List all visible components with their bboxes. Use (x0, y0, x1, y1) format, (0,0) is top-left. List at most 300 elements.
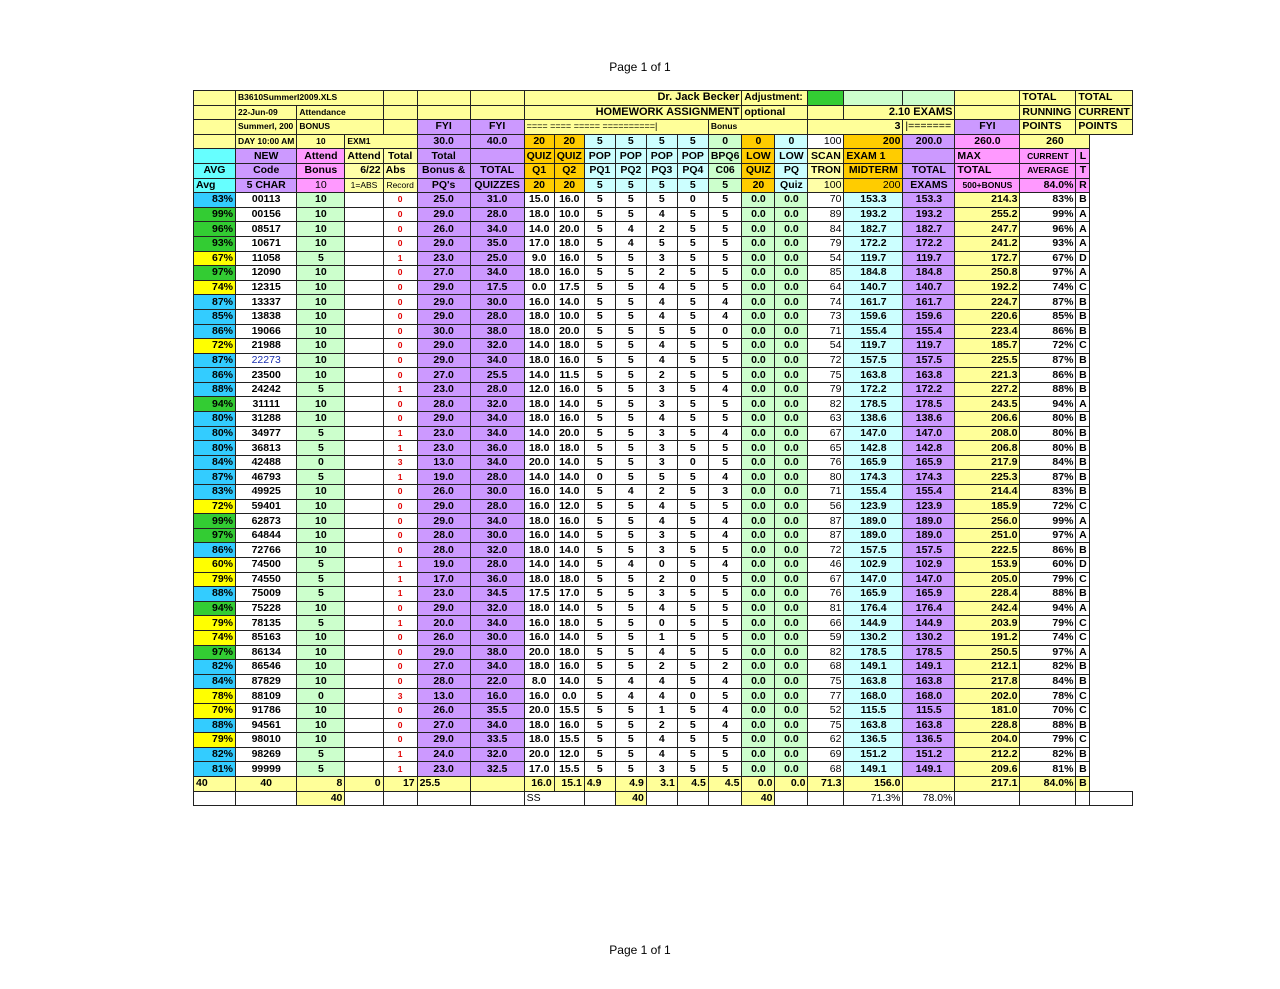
student-row (194, 368, 1133, 383)
cell: QUIZZES (470, 178, 524, 193)
cell: 5 (584, 251, 615, 266)
cell: 5 (677, 324, 708, 339)
cell: 16.0 (524, 689, 554, 704)
cell: 79% (1020, 616, 1076, 631)
letter-grade: A (1076, 514, 1090, 529)
cell: 153.3 (903, 193, 955, 208)
cell: 221.3 (955, 368, 1020, 383)
cell (383, 91, 417, 106)
avg-cell: 87% (194, 295, 236, 310)
cell: 0.0 (742, 645, 775, 660)
cell: 205.0 (955, 572, 1020, 587)
cell: 4 (646, 747, 677, 762)
cell: 14.0 (554, 630, 584, 645)
cell: 500+BONUS (955, 178, 1020, 193)
avg-cell: 74% (194, 630, 236, 645)
cell (345, 689, 383, 704)
cell: 202.0 (955, 689, 1020, 704)
avg-cell: 80% (194, 412, 236, 427)
cell: 15.5 (554, 762, 584, 777)
cell: Record (383, 178, 417, 193)
cell: Attend (297, 149, 345, 164)
cell (345, 499, 383, 514)
cell: 5 (708, 193, 742, 208)
cell: 176.4 (844, 601, 903, 616)
cell: 5 (677, 499, 708, 514)
cell: 0.0 (775, 528, 808, 543)
cell: 5 (584, 207, 615, 222)
cell: 34.0 (470, 412, 524, 427)
cell: 0.0 (554, 689, 584, 704)
cell: 32.0 (470, 543, 524, 558)
cell: 4 (646, 207, 677, 222)
cell: 23.0 (417, 251, 470, 266)
cell (345, 455, 383, 470)
cell: 123.9 (903, 499, 955, 514)
letter-grade: B (1076, 426, 1090, 441)
cell: 200 (844, 178, 903, 193)
cell: 28.0 (417, 543, 470, 558)
cell: 17.0 (524, 236, 554, 251)
attendance-word: Attendance (297, 105, 383, 120)
cell (345, 266, 383, 281)
summary-row-1 (194, 776, 1133, 791)
cell: 27.0 (417, 368, 470, 383)
letter-grade: D (1076, 558, 1090, 573)
cell: 82 (808, 397, 844, 412)
cell: 30.0 (470, 295, 524, 310)
cell: 28.0 (417, 397, 470, 412)
cell: 0 (383, 280, 417, 295)
letter-grade: B (1076, 193, 1090, 208)
summary-ss: SS (524, 791, 584, 806)
student-row (194, 309, 1133, 324)
cell (1076, 791, 1090, 806)
student-code: 00156 (236, 207, 297, 222)
page-label-bottom: Page 1 of 1 (609, 943, 671, 957)
cell: 5 (615, 412, 646, 427)
cell: 0 (383, 703, 417, 718)
cell: 0.0 (742, 587, 775, 602)
cell: POP (615, 149, 646, 164)
cell: 5 (584, 236, 615, 251)
cell: 0.0 (742, 718, 775, 733)
student-code: 22273 (236, 353, 297, 368)
cell: 5 (584, 280, 615, 295)
cell: 22.0 (470, 674, 524, 689)
student-row (194, 324, 1133, 339)
cell: 3 (646, 382, 677, 397)
cell: 4 (646, 733, 677, 748)
cell: 26.0 (417, 222, 470, 237)
cell: 5 (677, 397, 708, 412)
cell: 76 (808, 587, 844, 602)
cell: QUIZ (554, 149, 584, 164)
letter-grade: C (1076, 703, 1090, 718)
summary-cell: 15.1 (554, 776, 584, 791)
cell: 5 (615, 747, 646, 762)
cell: TOTAL (955, 163, 1020, 178)
cell: 1 (383, 616, 417, 631)
letter-grade: A (1076, 236, 1090, 251)
cell: 0 (383, 266, 417, 281)
cell (345, 295, 383, 310)
cell: 5 (584, 587, 615, 602)
cell: 32.0 (470, 601, 524, 616)
cell: 36.0 (470, 441, 524, 456)
cell: 18.0 (554, 645, 584, 660)
cell (345, 601, 383, 616)
cell: 14.0 (524, 222, 554, 237)
cell: 0.0 (742, 630, 775, 645)
summary-pq: 40 (615, 791, 646, 806)
cell (345, 630, 383, 645)
avg-cell: 86% (194, 368, 236, 383)
cell: 0 (646, 616, 677, 631)
cell: 34.0 (470, 222, 524, 237)
cell: 5 (584, 193, 615, 208)
cell: 73 (808, 309, 844, 324)
cell: 5 (708, 455, 742, 470)
cell: 5 (615, 280, 646, 295)
bonus-label: Bonus (708, 120, 808, 135)
cell: LOW (742, 149, 775, 164)
cell (345, 426, 383, 441)
avg-cell: 85% (194, 309, 236, 324)
cell: 3 (383, 689, 417, 704)
cell: 130.2 (844, 630, 903, 645)
cell: 5 (615, 543, 646, 558)
cell: 0.0 (742, 207, 775, 222)
cell: 29.0 (417, 499, 470, 514)
cell (383, 105, 417, 120)
cell: 82% (1020, 747, 1076, 762)
cell: 5 (584, 441, 615, 456)
summary-cell: 4.5 (677, 776, 708, 791)
cell: 12.0 (554, 499, 584, 514)
cell: 0 (383, 295, 417, 310)
cell: 0.0 (775, 382, 808, 397)
avg-cell: 99% (194, 207, 236, 222)
cell: 5 (615, 733, 646, 748)
student-code: 72766 (236, 543, 297, 558)
header-row-labels-3 (194, 178, 1133, 193)
cell: 185.9 (955, 499, 1020, 514)
avg-cell: 84% (194, 674, 236, 689)
cell: 4 (708, 470, 742, 485)
cell: 5 (615, 134, 646, 149)
cell: 5 (615, 514, 646, 529)
summary-cell: 217.1 (955, 776, 1020, 791)
cell: 184.8 (903, 266, 955, 281)
cell (345, 193, 383, 208)
cell: 32.0 (470, 339, 524, 354)
cell: 30.0 (417, 134, 470, 149)
cell: 75 (808, 718, 844, 733)
cell: 82% (1020, 660, 1076, 675)
cell (383, 791, 417, 806)
cell: 0.0 (775, 309, 808, 324)
student-row (194, 733, 1133, 748)
cell: 0.0 (775, 470, 808, 485)
cell: 10 (297, 397, 345, 412)
summary-cell: 0.0 (742, 776, 775, 791)
cell: 70 (808, 193, 844, 208)
cell: 155.4 (844, 324, 903, 339)
cell: 220.6 (955, 309, 1020, 324)
cell: 203.9 (955, 616, 1020, 631)
cell: 5 (584, 572, 615, 587)
cell: 2 (646, 572, 677, 587)
cell: 0 (383, 193, 417, 208)
cell: 0.0 (775, 295, 808, 310)
cell: 178.5 (903, 645, 955, 660)
avg-cell: 88% (194, 382, 236, 397)
cell: 10 (297, 280, 345, 295)
cell: 178.5 (903, 397, 955, 412)
cell: MIDTERM (844, 163, 903, 178)
cell: 225.3 (955, 470, 1020, 485)
avg-cell: 79% (194, 616, 236, 631)
header-row-1 (194, 91, 1133, 106)
cell: 85 (808, 266, 844, 281)
cell: 75 (808, 674, 844, 689)
cell: 10 (297, 309, 345, 324)
letter-grade: A (1076, 645, 1090, 660)
cell: 10 (297, 193, 345, 208)
cell: 4 (646, 674, 677, 689)
cell: 172.7 (955, 251, 1020, 266)
cell: 208.0 (955, 426, 1020, 441)
cell: 0 (383, 630, 417, 645)
cell: 29.0 (417, 733, 470, 748)
cell (345, 572, 383, 587)
cell: 5 (677, 718, 708, 733)
student-row (194, 499, 1133, 514)
cell: 28.0 (417, 674, 470, 689)
cell: Bonus & (417, 163, 470, 178)
cell: 3 (646, 441, 677, 456)
cell: 228.8 (955, 718, 1020, 733)
cell: 54 (808, 251, 844, 266)
cell: 10 (297, 543, 345, 558)
cell: 0 (383, 485, 417, 500)
cell: 17.0 (554, 587, 584, 602)
cell: R (1076, 178, 1090, 193)
cell: 172.2 (903, 382, 955, 397)
cell: 18.0 (524, 397, 554, 412)
cell: 16.0 (554, 412, 584, 427)
cell: 178.5 (844, 397, 903, 412)
summary-cell: 156.0 (844, 776, 903, 791)
student-code: 88109 (236, 689, 297, 704)
cell: 18.0 (554, 236, 584, 251)
cell: EXM1 (345, 134, 417, 149)
cell: QUIZ (742, 163, 775, 178)
student-row (194, 295, 1133, 310)
cell: 5 (615, 207, 646, 222)
cell: 0.0 (742, 295, 775, 310)
cell: 72 (808, 543, 844, 558)
cell: 0.0 (775, 718, 808, 733)
cell: 10 (297, 703, 345, 718)
hw-dashes: ==== ==== ===== ==========| (524, 120, 708, 135)
cell: 0.0 (775, 412, 808, 427)
cell: 14.0 (554, 485, 584, 500)
cell: 4 (708, 426, 742, 441)
cell: 5 (708, 747, 742, 762)
cell: 182.7 (844, 222, 903, 237)
cell (345, 616, 383, 631)
cell: 168.0 (903, 689, 955, 704)
cell: 20.0 (524, 747, 554, 762)
cell: 0 (297, 689, 345, 704)
cell: 5 (584, 134, 615, 149)
cell: 16.0 (524, 528, 554, 543)
cell: 0 (383, 222, 417, 237)
cell: 189.0 (844, 528, 903, 543)
cell: 217.8 (955, 674, 1020, 689)
cell: 83% (1020, 193, 1076, 208)
cell: 0.0 (742, 499, 775, 514)
cell: Total (417, 149, 470, 164)
student-row (194, 645, 1133, 660)
cell: 0.0 (742, 703, 775, 718)
cell: 136.5 (844, 733, 903, 748)
cell: 34.0 (470, 455, 524, 470)
cell: 0.0 (775, 368, 808, 383)
cell: 0.0 (742, 747, 775, 762)
cell: 5 (615, 339, 646, 354)
cell: 206.6 (955, 412, 1020, 427)
cell: 13.0 (417, 689, 470, 704)
cell: 74% (1020, 280, 1076, 295)
exams-title: 2.10 EXAMS (844, 105, 955, 120)
cell: 79% (1020, 572, 1076, 587)
cell (345, 514, 383, 529)
cell: 63 (808, 412, 844, 427)
summary-cell: 40 (236, 776, 297, 791)
cell: 2 (646, 485, 677, 500)
cell: 80% (1020, 441, 1076, 456)
cell: 3 (646, 251, 677, 266)
cell: 4 (646, 601, 677, 616)
cell (345, 733, 383, 748)
cell: 14.0 (524, 368, 554, 383)
summary-cell: 4.9 (615, 776, 646, 791)
cell: 0 (383, 601, 417, 616)
cell: 0 (775, 134, 808, 149)
cell: Total (383, 149, 417, 164)
cell: 5 (708, 222, 742, 237)
cell: 3 (646, 397, 677, 412)
student-row (194, 747, 1133, 762)
cell: 15.5 (554, 733, 584, 748)
cell: 193.2 (903, 207, 955, 222)
cell: 19.0 (417, 470, 470, 485)
cell: 4 (615, 222, 646, 237)
cell: 5 (677, 543, 708, 558)
letter-grade: B (1076, 295, 1090, 310)
cell: PQ2 (615, 163, 646, 178)
cell: 100 (808, 178, 844, 193)
cell: 0.0 (742, 309, 775, 324)
cell: 0 (383, 645, 417, 660)
cell: 5 (677, 309, 708, 324)
student-row (194, 689, 1133, 704)
cell: 65 (808, 441, 844, 456)
cell: 36.0 (470, 572, 524, 587)
cell (345, 368, 383, 383)
cell (345, 309, 383, 324)
cell: 228.4 (955, 587, 1020, 602)
cell: 0.0 (775, 353, 808, 368)
cell: 10 (297, 674, 345, 689)
cell: 17.0 (524, 762, 554, 777)
summary-row-2 (194, 791, 1133, 806)
student-code: 99999 (236, 762, 297, 777)
cell: PQ3 (646, 163, 677, 178)
cell: 5 (615, 455, 646, 470)
cell: 80% (1020, 426, 1076, 441)
student-code: 74550 (236, 572, 297, 587)
cell: 15.0 (524, 193, 554, 208)
cell: 72% (1020, 339, 1076, 354)
cell: 0.0 (775, 616, 808, 631)
student-code: 36813 (236, 441, 297, 456)
cell: 247.7 (955, 222, 1020, 237)
cell: 157.5 (903, 543, 955, 558)
avg-cell: 99% (194, 514, 236, 529)
cell: 209.6 (955, 762, 1020, 777)
cell: 67% (1020, 251, 1076, 266)
date: 22-Jun-09 (236, 105, 297, 120)
cell: 5 (646, 236, 677, 251)
cell: 184.8 (844, 266, 903, 281)
cell: 5 (584, 733, 615, 748)
header-row-labels-1 (194, 149, 1133, 164)
cell: 4 (615, 485, 646, 500)
letter-grade: B (1076, 587, 1090, 602)
cell: 2 (708, 660, 742, 675)
cell: 136.5 (903, 733, 955, 748)
cell: 178.5 (844, 645, 903, 660)
student-row (194, 412, 1133, 427)
cell: 149.1 (903, 660, 955, 675)
cell: 157.5 (844, 353, 903, 368)
cell (345, 660, 383, 675)
cell (194, 791, 236, 806)
student-row (194, 718, 1133, 733)
cell: 88% (1020, 587, 1076, 602)
cell: 0.0 (742, 528, 775, 543)
student-row (194, 426, 1133, 441)
cell: 69 (808, 747, 844, 762)
cell: 5 (584, 368, 615, 383)
cell: 123.9 (844, 499, 903, 514)
cell: 0.0 (775, 703, 808, 718)
letter-grade: A (1076, 601, 1090, 616)
cell: 0 (646, 558, 677, 573)
cell: 16.0 (554, 193, 584, 208)
cell: 71 (808, 485, 844, 500)
cell: 1 (383, 587, 417, 602)
cell: 1 (383, 558, 417, 573)
cell: 0.0 (742, 222, 775, 237)
cell: 142.8 (903, 441, 955, 456)
cell: 5 (677, 426, 708, 441)
cell: 0 (383, 236, 417, 251)
